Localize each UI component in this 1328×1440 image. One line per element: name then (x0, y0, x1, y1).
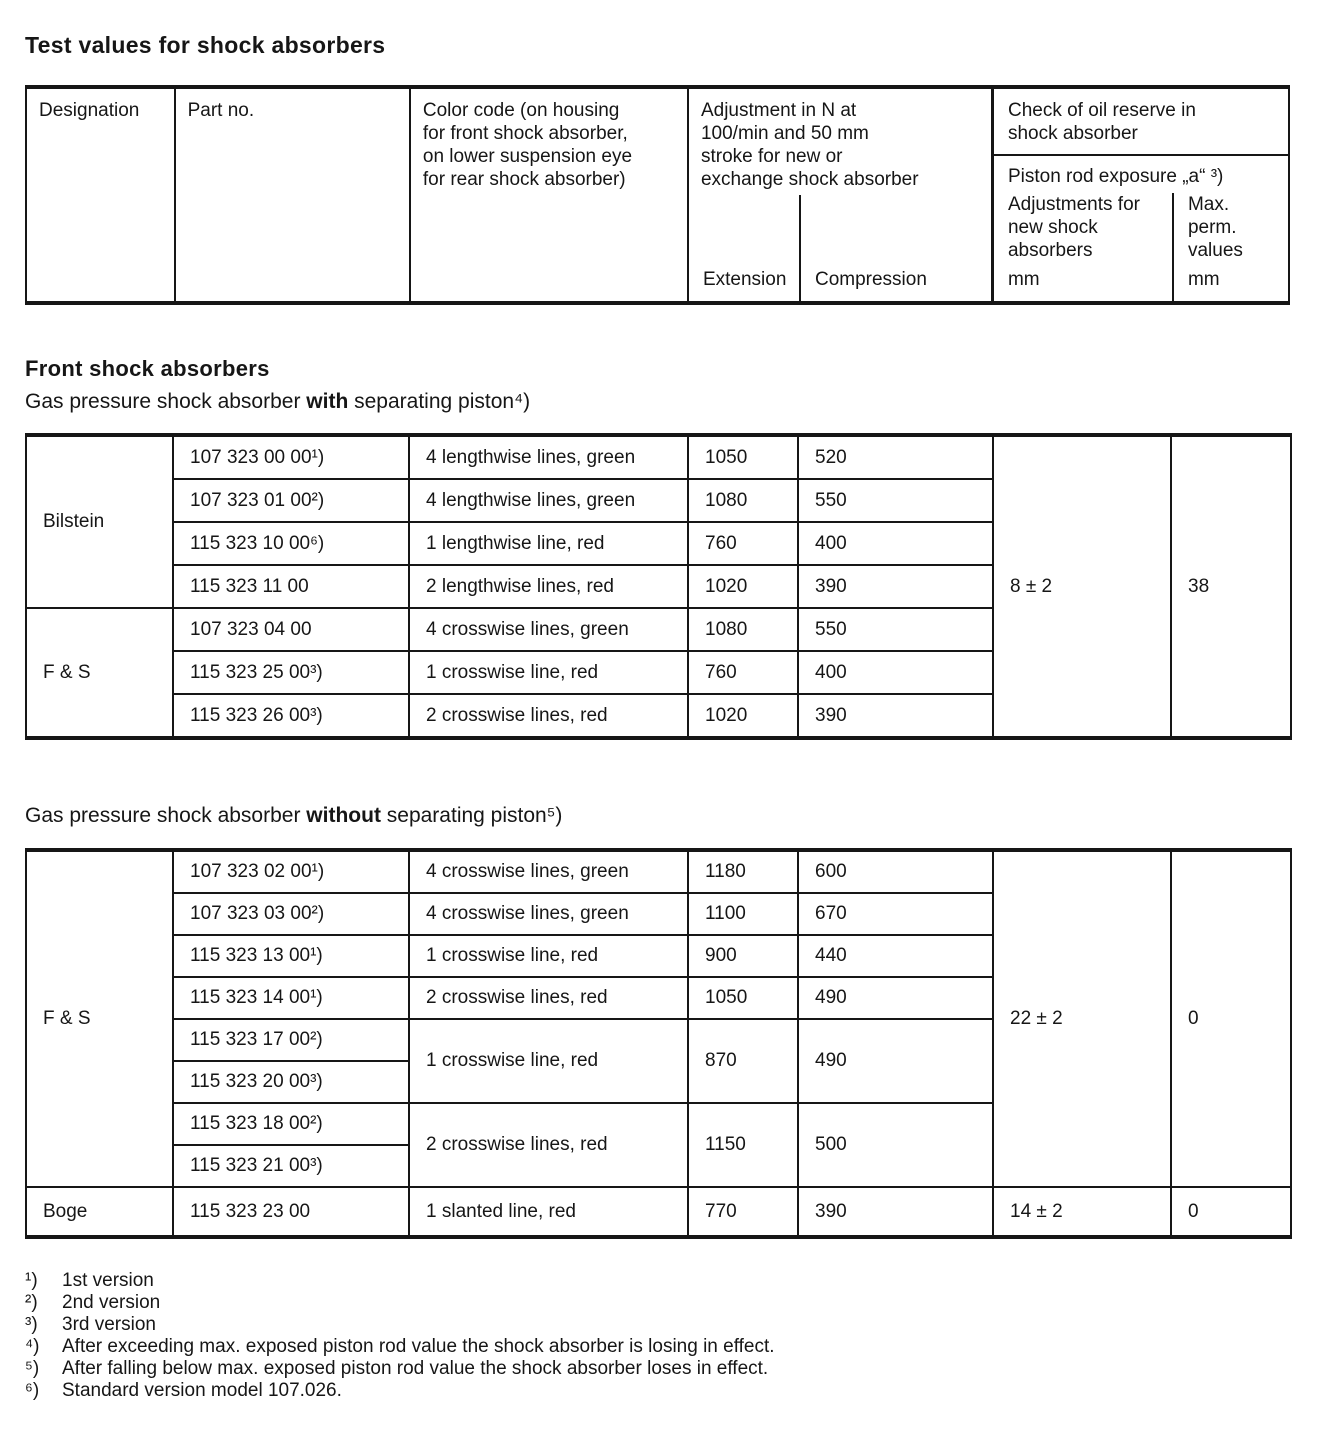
compression-cell: 550 (798, 608, 993, 651)
header-part-no: Part no. (174, 89, 409, 301)
footnote-text: After exceeding max. exposed piston rod value the shock absorber is losing in effect. (62, 1336, 775, 1357)
color-code-cell: 4 crosswise lines, green (409, 850, 688, 893)
extension-cell: 1150 (688, 1103, 798, 1187)
header-piston-rod-exposure: Piston rod exposure „a“ ³) (1007, 166, 1224, 187)
header-extension: Extension (702, 269, 787, 290)
compression-cell: 390 (798, 694, 993, 738)
footnote-mark: ⁵) (25, 1358, 40, 1379)
part-no-cell: 115 323 25 00³) (173, 651, 409, 694)
color-code-cell: 4 lengthwise lines, green (409, 479, 688, 522)
footnote (25, 1358, 775, 1380)
header-oil-subcolumns (994, 193, 1288, 301)
table-with-separating-piston (25, 433, 1292, 740)
compression-cell: 490 (798, 1019, 993, 1103)
footnote-mark: ⁶) (25, 1380, 40, 1401)
compression-cell: 520 (798, 435, 993, 479)
part-no-cell: 115 323 11 00 (173, 565, 409, 608)
part-no-cell: 115 323 18 00²) (173, 1103, 409, 1145)
extension-cell: 1020 (688, 565, 798, 608)
header-unit-mm-1: mm (1007, 269, 1040, 290)
compression-cell: 500 (798, 1103, 993, 1187)
color-code-cell: 2 lengthwise lines, red (409, 565, 688, 608)
header-adjustment-block (687, 89, 991, 301)
extension-cell: 870 (688, 1019, 798, 1103)
adjustment-mm-cell: 8 ± 2 (993, 435, 1171, 738)
footnote (25, 1380, 775, 1402)
footnotes (25, 1270, 775, 1402)
footnote-mark: ¹) (25, 1270, 38, 1291)
compression-cell: 490 (798, 977, 993, 1019)
extension-cell: 1050 (688, 435, 798, 479)
designation-cell: F & S (26, 850, 173, 1187)
extension-cell: 1020 (688, 694, 798, 738)
extension-cell: 1180 (688, 850, 798, 893)
part-no-cell: 107 323 03 00²) (173, 893, 409, 935)
max-perm-cell: 0 (1171, 1187, 1291, 1237)
page-title: Test values for shock absorbers (25, 32, 386, 58)
footnote-text: Standard version model 107.026. (62, 1380, 342, 1401)
extension-cell: 1080 (688, 479, 798, 522)
header-oil-reserve (994, 89, 1288, 156)
footnote (25, 1292, 775, 1314)
part-no-cell: 115 323 26 00³) (173, 694, 409, 738)
compression-cell: 550 (798, 479, 993, 522)
with-bold: with (306, 390, 349, 413)
color-code-cell: 1 crosswise line, red (409, 651, 688, 694)
header-color-code-text: Color code (on housing for front shock absorber, on lower suspension eye for rear shock absorber) (422, 100, 633, 190)
part-no-cell: 115 323 13 00¹) (173, 935, 409, 977)
color-code-cell: 2 crosswise lines, red (409, 694, 688, 738)
color-code-cell: 2 crosswise lines, red (409, 977, 688, 1019)
header-designation: Designation (39, 100, 140, 121)
extension-cell: 900 (688, 935, 798, 977)
header-extension-compression-row (689, 195, 991, 301)
header-max-perm-text: Max. perm. values (1187, 194, 1243, 261)
extension-cell: 760 (688, 651, 798, 694)
part-no-cell: 115 323 20 00³) (173, 1061, 409, 1103)
header-adjustment-text: Adjustment in N at 100/min and 50 mm stroke for new or exchange shock absorber (700, 100, 919, 190)
footnote (25, 1336, 775, 1358)
part-no-cell: 115 323 10 00⁶) (173, 522, 409, 565)
extension-cell: 760 (688, 522, 798, 565)
color-code-cell: 4 crosswise lines, green (409, 608, 688, 651)
footnote-mark: ³) (25, 1314, 38, 1335)
without-prefix: Gas pressure shock absorber (25, 804, 307, 827)
part-no-cell: 107 323 02 00¹) (173, 850, 409, 893)
footnote-text: After falling below max. exposed piston rod value the shock absorber loses in effect. (62, 1358, 769, 1379)
header-unit-mm-2: mm (1187, 269, 1220, 290)
max-perm-cell: 38 (1171, 435, 1291, 738)
designation-cell: Boge (26, 1187, 173, 1237)
adjustment-mm-cell: 22 ± 2 (993, 850, 1171, 1187)
section-with-separating-piston (25, 390, 530, 414)
part-no-cell: 107 323 00 00¹) (173, 435, 409, 479)
part-no-cell: 115 323 14 00¹) (173, 977, 409, 1019)
max-perm-cell: 0 (1171, 850, 1291, 1187)
extension-cell: 1050 (688, 977, 798, 1019)
compression-cell: 400 (798, 651, 993, 694)
compression-cell: 600 (798, 850, 993, 893)
table-row (26, 850, 1291, 893)
compression-cell: 670 (798, 893, 993, 935)
header-oil-reserve-text: Check of oil reserve in shock absorber (1007, 100, 1196, 144)
header-color-code (409, 89, 687, 301)
with-prefix: Gas pressure shock absorber (25, 390, 307, 413)
color-code-cell: 4 lengthwise lines, green (409, 435, 688, 479)
color-code-cell: 1 crosswise line, red (409, 935, 688, 977)
without-suffix: separating piston⁵) (380, 804, 563, 827)
part-no-cell: 115 323 23 00 (173, 1187, 409, 1237)
section-without-separating-piston (25, 804, 562, 828)
extension-cell: 1080 (688, 608, 798, 651)
compression-cell: 390 (798, 565, 993, 608)
header-adjustments-new (994, 193, 1172, 301)
designation-cell: Bilstein (26, 435, 173, 608)
adjustment-mm-cell: 14 ± 2 (993, 1187, 1171, 1237)
designation-cell: F & S (26, 608, 173, 738)
footnote (25, 1270, 775, 1292)
color-code-cell: 1 crosswise line, red (409, 1019, 688, 1103)
without-bold: without (306, 804, 381, 827)
part-no-cell: 107 323 01 00²) (173, 479, 409, 522)
footnote-mark: ⁴) (25, 1336, 40, 1357)
compression-cell: 390 (798, 1187, 993, 1237)
compression-cell: 440 (798, 935, 993, 977)
extension-cell: 1100 (688, 893, 798, 935)
footnote (25, 1314, 775, 1336)
compression-cell: 400 (798, 522, 993, 565)
footnote-text: 1st version (62, 1270, 154, 1291)
table-row (26, 435, 1291, 479)
part-no-cell: 107 323 04 00 (173, 608, 409, 651)
section-front-shock-absorbers: Front shock absorbers (25, 356, 270, 381)
header-max-perm (1172, 193, 1288, 301)
footnote-text: 3rd version (62, 1314, 156, 1335)
with-suffix: separating piston⁴) (348, 390, 531, 413)
color-code-cell: 4 crosswise lines, green (409, 893, 688, 935)
part-no-cell: 115 323 21 00³) (173, 1145, 409, 1187)
footnote-mark: ²) (25, 1292, 38, 1313)
color-code-cell: 1 slanted line, red (409, 1187, 688, 1237)
header-compression: Compression (799, 195, 991, 301)
header-adjustments-new-text: Adjustments for new shock absorbers (1007, 194, 1140, 261)
extension-cell: 770 (688, 1187, 798, 1237)
color-code-cell: 2 crosswise lines, red (409, 1103, 688, 1187)
footnote-text: 2nd version (62, 1292, 161, 1313)
header-oil-reserve-block (991, 89, 1288, 301)
table-without-separating-piston (25, 848, 1292, 1239)
color-code-cell: 1 lengthwise line, red (409, 522, 688, 565)
column-header-table (25, 85, 1290, 305)
part-no-cell: 115 323 17 00²) (173, 1019, 409, 1061)
table-row (26, 1187, 1291, 1237)
